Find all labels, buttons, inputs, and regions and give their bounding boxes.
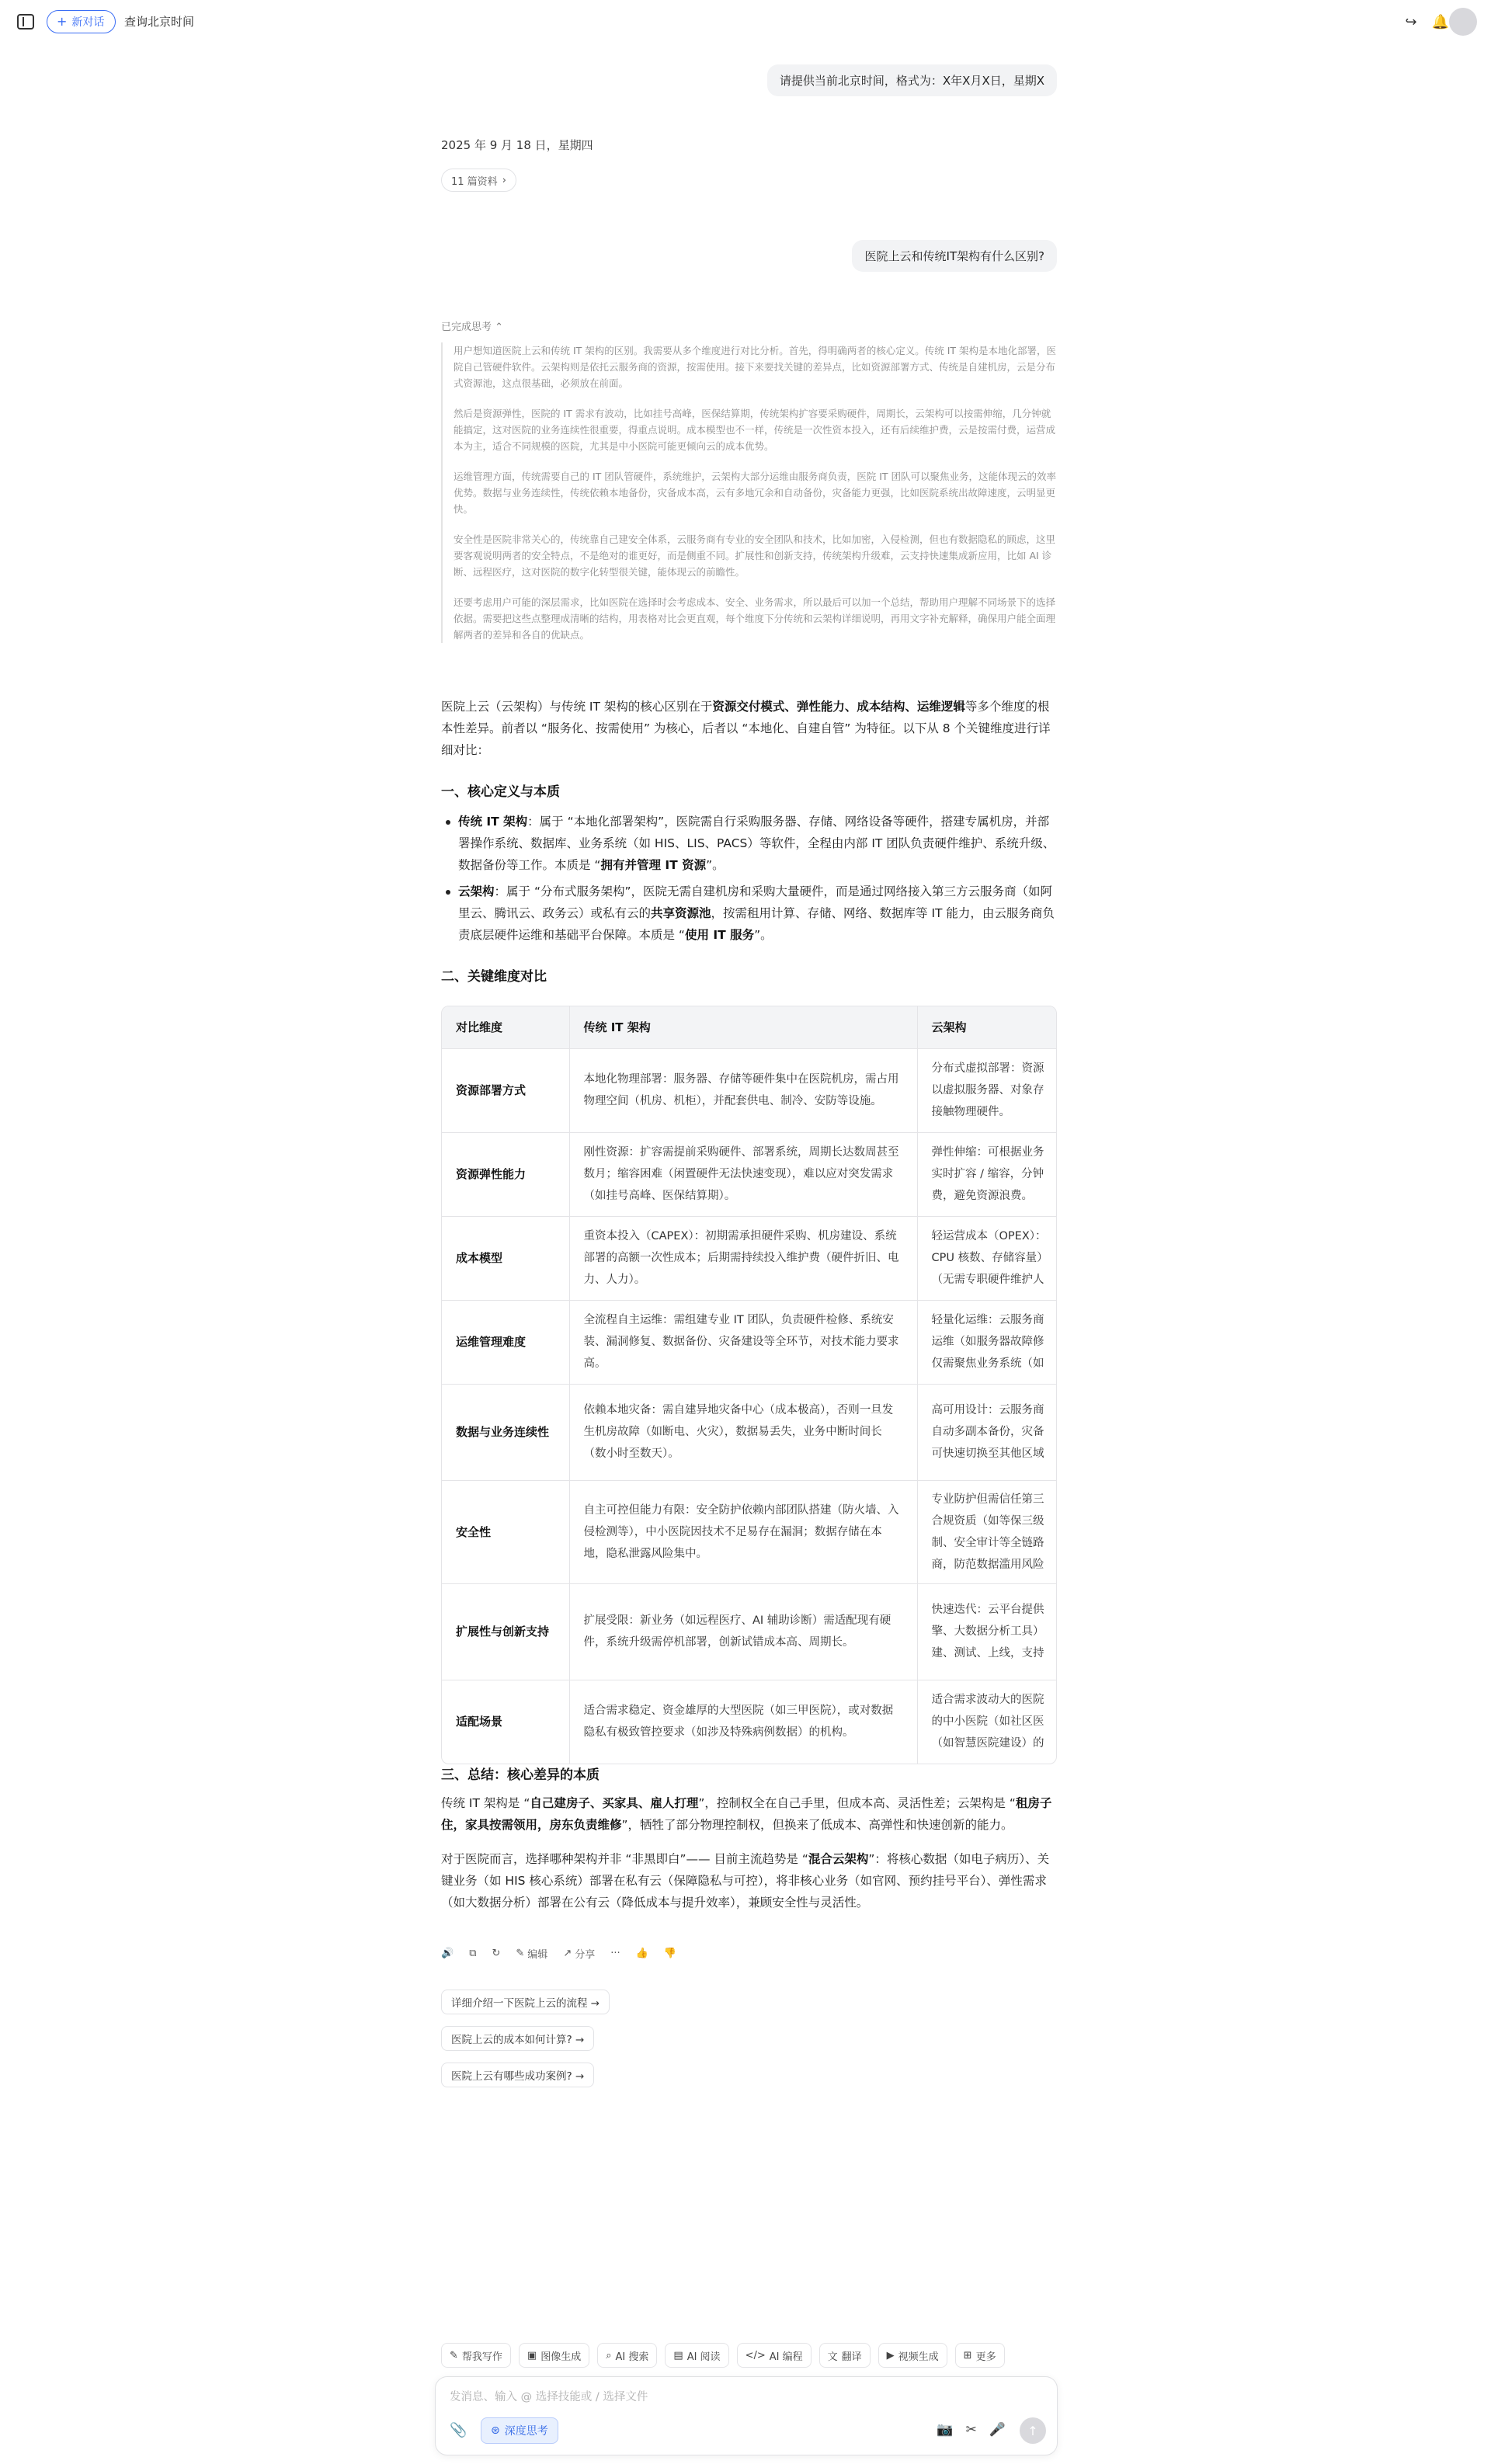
tool-label: AI 搜索 (615, 2351, 649, 2363)
composer (435, 2376, 1058, 2455)
cloud-cell (917, 1384, 1057, 1480)
term-end: ”。 (706, 858, 725, 872)
term-desc: ：属于 “分布式服务架构”，医院无需自建机房和采购大量硬件，而是通过网络接入第三方云服务商（如阿里云、腾讯云、政务云）或私有云的 (458, 884, 1053, 920)
cloud-cell (917, 1300, 1057, 1384)
paperclip-icon[interactable]: 📎 (450, 2422, 467, 2438)
thumbs-down-icon[interactable]: 👎 (663, 1948, 677, 1959)
list-item (441, 881, 1057, 946)
table-row (442, 1216, 1057, 1300)
book-icon: ▤ (673, 2349, 683, 2361)
chat-title: 查询北京时间 (124, 15, 195, 29)
table-row (442, 1583, 1057, 1680)
intro-text: 等多个维度的根本性差异。前者以 “服务化、按需使用” 为核心，后者以 “本地化、自建自管” 为特征。以下从 8 个关键维度进行详细对比： (441, 700, 1051, 757)
cloud-cell-line: 可快速切换至其他区域 (931, 1447, 1044, 1460)
message-input[interactable]: 发消息、输入 @ 选择技能或 / 选择文件 (450, 2391, 648, 2403)
cloud-cell-line: CPU 核数、存储容量） (931, 1252, 1048, 1264)
summary-paragraph (441, 1792, 1057, 1836)
camera-icon[interactable]: 📷 (937, 2422, 954, 2438)
dimension-cell: 数据与业务连续性 (442, 1384, 569, 1480)
cloud-cell-line: 擎、大数据分析工具） (931, 1625, 1044, 1638)
cloud-cell-line: 商，防范数据滥用风险 (931, 1558, 1044, 1571)
share-icon[interactable]: ↪ (1405, 13, 1417, 30)
deep-think-label: 深度思考 (504, 2425, 548, 2438)
term-end: ”。 (754, 928, 773, 942)
traditional-cell: 依赖本地灾备：需自建异地灾备中心（成本极高），否则一旦发生机房故障（如断电、火灾），数据易丢失，业务中断时间长（数小时至数天）。 (569, 1384, 917, 1480)
image-icon: ▣ (527, 2349, 537, 2361)
arrow-up-icon: ↑ (1027, 2423, 1038, 2438)
cloud-cell-line: 快速迭代：云平台提供 (931, 1604, 1044, 1616)
composer-icons (937, 2422, 1006, 2438)
tool-label: 更多 (975, 2351, 996, 2363)
dimension-cell: 扩展性与创新支持 (442, 1583, 569, 1680)
user-message (767, 64, 1057, 96)
tool-translate[interactable] (819, 2343, 871, 2368)
term-bold: 拥有并管理 IT 资源 (600, 858, 707, 872)
assistant-message (441, 137, 1057, 192)
tool-label: 翻译 (841, 2351, 862, 2363)
suggestion-chip[interactable]: 医院上云有哪些成功案例? → (441, 2063, 594, 2087)
term: 云架构 (458, 884, 495, 898)
list-item (441, 811, 1057, 876)
suggestion-chip[interactable]: 详细介绍一下医院上云的流程 → (441, 1990, 610, 2014)
cloud-cell-line: 运维（如服务器故障修 (931, 1336, 1044, 1348)
thinking-paragraph: 安全性是医院非常关心的，传统靠自己建安全体系，云服务商有专业的安全团队和技术，比如加密，入侵检测，但也有数据隐私的顾虑，这里要客观说明两者的安全特点，不是绝对的谁更好，而是侧重不同。扩展性和创新支持，传统架构升级难，云支持快速集成新应用，比如 AI 诊断、远程医疗，这对医院的数字化转型很关键，能体现云的前瞻性。 (454, 533, 1056, 578)
table-header: 云架构 (917, 1006, 1057, 1048)
cloud-cell (917, 1680, 1057, 1764)
table-header: 传统 IT 架构 (569, 1006, 917, 1048)
cloud-cell-line: （如智慧医院建设）的 (931, 1737, 1044, 1750)
cloud-cell-line: 费，避免资源浪费。 (931, 1190, 1033, 1202)
edit-label: 编辑 (527, 1949, 548, 1961)
section-heading: 二、关键维度对比 (441, 969, 547, 985)
user-bubble: 医院上云和传统IT架构有什么区别? (852, 240, 1057, 272)
comparison-table[interactable] (441, 1006, 1057, 1764)
dimension-cell: 资源弹性能力 (442, 1132, 569, 1216)
traditional-cell: 重资本投入（CAPEX）：初期需承担硬件采购、机房建设、系统部署的高额一次性成本；后期需持续投入维护费（硬件折旧、电力、人力）。 (569, 1216, 917, 1300)
table-header: 对比维度 (442, 1006, 569, 1048)
dimension-cell: 适配场景 (442, 1680, 569, 1764)
cloud-cell (917, 1132, 1057, 1216)
table-row (442, 1048, 1057, 1132)
tool-coding[interactable] (737, 2343, 812, 2368)
thumbs-up-icon[interactable]: 👍 (635, 1948, 648, 1959)
term-bold: 共享资源池 (651, 906, 711, 920)
term: 传统 IT 架构 (458, 815, 528, 829)
table-row (442, 1384, 1057, 1480)
term-bold: 使用 IT 服务 (684, 928, 755, 942)
cloud-cell-line: 专业防护但需信任第三 (931, 1493, 1044, 1506)
bell-icon[interactable]: 🔔 (1431, 13, 1450, 30)
answer-body (441, 696, 1057, 988)
cloud-cell-line: 合规资质（如等保三级 (931, 1514, 1044, 1527)
translate-icon: 文 (827, 2351, 838, 2363)
grid-icon: ⊞ (963, 2349, 972, 2361)
thinking-paragraph: 运维管理方面，传统需要自己的 IT 团队管硬件，系统维护，云架构大部分运维由服务商负责，医院 IT 团队可以聚焦业务，这能体现云的效率优势。数据与业务连续性，传统依赖本地备份，灾备成本高，云有多地冗余和自动备份，灾备能力更强，比如医院系统出故障速度，云明显更快。 (454, 471, 1057, 515)
cloud-cell-line: 制、安全审计等全链路 (931, 1536, 1044, 1549)
cloud-cell-line: 高可用设计：云服务商 (931, 1404, 1044, 1416)
cloud-cell (917, 1583, 1057, 1680)
cloud-cell-line: 适合需求波动大的医院 (931, 1694, 1044, 1707)
summary-bold: 租房子住，家具按需领用，房东负责维修 (441, 1796, 1052, 1832)
cloud-cell-line: 接触物理硬件。 (931, 1106, 1010, 1118)
summary-text: ”，控制权全在自己手里，但成本高、灵活性差；云架构是 “ (698, 1796, 1016, 1810)
code-icon: </> (745, 2349, 766, 2361)
thinking-paragraph: 还要考虑用户可能的深层需求，比如医院在选择时会考虑成本、安全、业务需求，所以最后可以加一个总结，帮助用户理解不同场景下的选择依据。需要把这些点整理成清晰的结构，用表格对比会更直观，每个维度下分传统和云架构详细说明，再用文字补充解释，确保用户能全面理解两者的差异和各自的优缺点。 (454, 596, 1056, 641)
tool-label: AI 编程 (769, 2351, 803, 2363)
summary-bold: 混合云架构 (808, 1852, 869, 1866)
chevron-up-icon: ⌃ (495, 321, 504, 333)
edit-button[interactable] (516, 1946, 547, 1961)
deep-think-toggle[interactable] (481, 2417, 558, 2444)
table-row (442, 1300, 1057, 1384)
tool-label: AI 阅读 (686, 2351, 721, 2363)
more-button[interactable]: ··· (610, 1948, 620, 1959)
summary-bold: 自己建房子、买家具、雇人打理 (530, 1796, 699, 1810)
speaker-icon[interactable]: 🔊 (441, 1948, 454, 1959)
section-heading: 一、核心定义与本质 (441, 784, 560, 800)
share-icon: ↗ (563, 1948, 572, 1959)
definition-list (441, 811, 1057, 946)
cloud-cell-line: 轻运营成本（OPEX）： (931, 1230, 1047, 1242)
video-icon: ▶ (886, 2349, 895, 2361)
share-label: 分享 (575, 1949, 596, 1961)
sidebar-toggle-icon[interactable] (17, 14, 34, 30)
cloud-cell-line: （无需专职硬件维护人 (931, 1274, 1044, 1286)
user-message (852, 240, 1057, 272)
microphone-icon[interactable]: 🎤 (989, 2422, 1006, 2438)
cloud-cell-line: 实时扩容 / 缩容，分钟 (931, 1168, 1044, 1180)
term-desc: ：属于 “本地化部署架构”，医院需自行采购服务器、存储、网络设备等硬件，搭建专属机房，并部署操作系统、数据库、业务系统（如 HIS、LIS、PACS）等软件，全程由内部 IT 团队负责硬件维护、系统升级、数据备份等工作。本质是 “ (458, 815, 1055, 872)
cloud-cell-line: 以虚拟服务器、对象存 (931, 1084, 1044, 1096)
table-row (442, 1680, 1057, 1764)
message-actions (441, 1946, 1057, 1961)
intro-paragraph (441, 696, 1057, 761)
cloud-cell-line: 的中小医院（如社区医 (931, 1715, 1044, 1729)
summary-text: ”：将核心数据（如电子病历）、关键业务（如 HIS 核心系统）部署在私有云（保障隐私与可控），将非核心业务（如官网、预约挂号平台）、弹性需求（如大数据分析）部署在公有云（降低成本与提升效率），兼顾安全性与灵活性。 (441, 1852, 1050, 1910)
search-icon: ⌕ (606, 2349, 612, 2361)
answer-text: 2025 年 9 月 18 日，星期四 (441, 138, 593, 152)
traditional-cell: 自主可控但能力有限：安全防护依赖内部团队搭建（防火墙、入侵检测等），中小医院因技术不足易存在漏洞；数据存储在本地，隐私泄露风险集中。 (569, 1480, 917, 1583)
cloud-cell (917, 1480, 1057, 1583)
tool-image[interactable] (519, 2343, 589, 2368)
avatar[interactable] (1449, 8, 1477, 36)
traditional-cell: 扩展受限：新业务（如远程医疗、AI 辅助诊断）需适配现有硬件，系统升级需停机部署，创新试错成本高、周期长。 (569, 1583, 917, 1680)
summary-text: 传统 IT 架构是 “ (441, 1796, 530, 1810)
tool-label: 视频生成 (898, 2351, 939, 2363)
traditional-cell: 刚性资源：扩容需提前采购硬件、部署系统，周期长达数周甚至数月；缩容困难（闲置硬件无法快速变现），难以应对突发需求（如挂号高峰、医保结算期）。 (569, 1132, 917, 1216)
sources-label: 11 篇资料 (451, 176, 498, 188)
traditional-cell: 适合需求稳定、资金雄厚的大型医院（如三甲医院），或对数据隐私有极致管控要求（如涉及特殊病例数据）的机构。 (569, 1680, 917, 1764)
deep-think-icon: ⊛ (491, 2424, 500, 2437)
sources-chip[interactable] (441, 169, 516, 192)
suggestion-chip[interactable]: 医院上云的成本如何计算? → (441, 2026, 594, 2051)
thinking-toggle[interactable] (441, 318, 1057, 333)
send-button[interactable] (1020, 2417, 1046, 2444)
tool-label: 图像生成 (540, 2351, 582, 2363)
tool-reading[interactable] (665, 2343, 728, 2368)
table-header-row (442, 1006, 1057, 1048)
top-bar (0, 0, 1491, 43)
summary-section (441, 1764, 1057, 1913)
traditional-cell: 本地化物理部署：服务器、存储等硬件集中在医院机房，需占用物理空间（机房、机柜），并配套供电、制冷、安防等设施。 (569, 1048, 917, 1132)
cloud-cell-line: 仅需聚焦业务系统（如 (931, 1357, 1044, 1370)
edit-icon: ✎ (516, 1948, 525, 1959)
chevron-right-icon: › (502, 174, 506, 186)
pen-icon: ✎ (450, 2349, 458, 2361)
thinking-paragraph: 然后是资源弹性，医院的 IT 需求有波动，比如挂号高峰，医保结算期，传统架构扩容要采购硬件，周期长，云架构可以按需伸缩，几分钟就能搞定，这对医院的业务连续性很重要，得重点说明。成本模型也不一样，传统是一次性资本投入，还有后续维护费，云是按需付费，运营成本为主，适合不同规模的医院，尤其是中小医院可能更倾向云的成本优势。 (454, 408, 1056, 452)
regenerate-icon[interactable]: ↻ (492, 1948, 501, 1959)
summary-text: ”，牺牲了部分物理控制权，但换来了低成本、高弹性和快速创新的能力。 (621, 1818, 1013, 1832)
table-row (442, 1132, 1057, 1216)
thinking-block (441, 318, 1057, 643)
tool-search[interactable] (597, 2343, 657, 2368)
skill-toolbar (441, 2343, 1005, 2368)
tool-more[interactable] (955, 2343, 1005, 2368)
thinking-paragraph: 用户想知道医院上云和传统 IT 架构的区别。我需要从多个维度进行对比分析。首先，得明确两者的核心定义。传统 IT 架构是本地化部署，医院自己管硬件软件。云架构则是依托云服务商的资源，按需使用。接下来要找关键的差异点，比如资源部署方式、传统是自建机房，云是分布式资源池，这点很基础，必须放在前面。 (454, 345, 1057, 389)
summary-text: 对于医院而言，选择哪种架构并非 “非黑即白”—— 目前主流趋势是 “ (441, 1852, 808, 1866)
cloud-cell-line: 自动多副本备份，灾备 (931, 1426, 1044, 1438)
tool-video[interactable] (878, 2343, 947, 2368)
copy-icon[interactable]: ⧉ (469, 1948, 477, 1959)
intro-text: 医院上云（云架构）与传统 IT 架构的核心区别在于 (441, 700, 713, 714)
thinking-content (441, 342, 1057, 643)
cloud-cell (917, 1216, 1057, 1300)
summary-paragraph (441, 1848, 1057, 1913)
intro-bold: 资源交付模式、弹性能力、成本结构、运维逻辑 (712, 700, 965, 714)
cloud-cell (917, 1048, 1057, 1132)
scissors-icon[interactable]: ✂ (965, 2422, 977, 2438)
dimension-cell: 安全性 (442, 1480, 569, 1583)
tool-label: 帮我写作 (461, 2351, 502, 2363)
traditional-cell: 全流程自主运维：需组建专业 IT 团队，负责硬件检修、系统安装、漏洞修复、数据备份、灾备建设等全环节，对技术能力要求高。 (569, 1300, 917, 1384)
cloud-cell-line: 轻量化运维：云服务商 (931, 1314, 1044, 1326)
dimension-cell: 成本模型 (442, 1216, 569, 1300)
dimension-cell: 运维管理难度 (442, 1300, 569, 1384)
new-chat-label: 新对话 (71, 16, 105, 29)
cloud-cell-line: 分布式虚拟部署：资源 (931, 1062, 1044, 1075)
table-row (442, 1480, 1057, 1583)
new-chat-button[interactable] (47, 10, 116, 33)
term-desc: ，按需租用计算、存储、网络、数据库等 IT 能力，由云服务商负责底层硬件运维和基础平台保障。本质是 “ (458, 906, 1055, 942)
user-bubble: 请提供当前北京时间，格式为：X年X月X日，星期X (767, 64, 1057, 96)
thinking-label: 已完成思考 (441, 321, 492, 333)
dimension-cell: 资源部署方式 (442, 1048, 569, 1132)
cloud-cell-line: 弹性伸缩：可根据业务 (931, 1146, 1044, 1159)
cloud-cell-line: 建、测试、上线，支持 (931, 1647, 1044, 1659)
plus-icon: + (57, 14, 68, 29)
tool-writing[interactable] (441, 2343, 511, 2368)
section-heading: 三、总结：核心差异的本质 (441, 1767, 600, 1783)
share-button[interactable] (563, 1946, 595, 1961)
